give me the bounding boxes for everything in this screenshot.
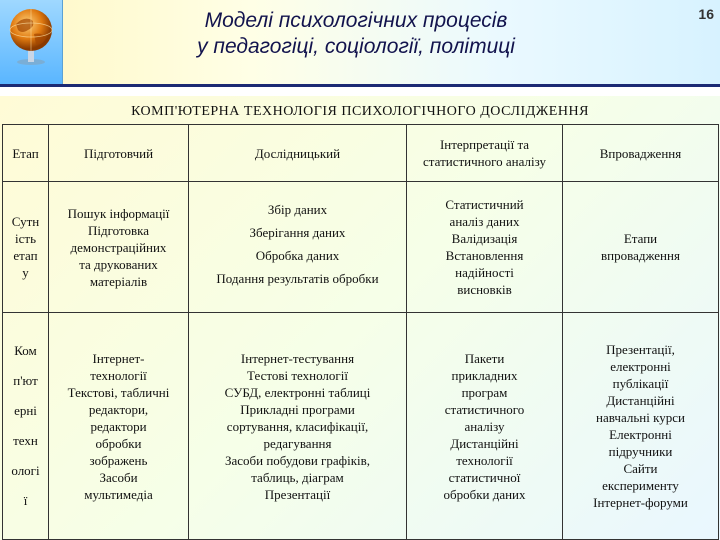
cell-line: техн xyxy=(13,433,38,448)
cell-line: редактори, xyxy=(88,401,149,417)
cell-line: технології xyxy=(90,367,147,383)
cell-line: Тестові технології xyxy=(247,367,348,383)
slide-header xyxy=(0,0,720,87)
cell-line: редактори xyxy=(90,418,147,434)
cell-line: етап xyxy=(13,248,38,263)
cell-line: Подання результатів обробки xyxy=(216,271,379,286)
cell-line: Прикладні програми xyxy=(240,401,355,417)
cell-line: Обробка даних xyxy=(255,248,340,263)
slide-title xyxy=(126,8,586,60)
computer-preparatory xyxy=(49,313,189,540)
header-research: Дослідницький xyxy=(189,125,407,182)
essence-interpretation xyxy=(407,182,563,313)
cell-line: Сайти xyxy=(623,461,658,476)
table-heading: КОМП'ЮТЕРНА ТЕХНОЛОГІЯ ПСИХОЛОГІЧНОГО ДОСЛІДЖЕННЯ xyxy=(131,104,589,119)
cell-line: ологі xyxy=(11,463,40,478)
cell-line: Ком xyxy=(14,343,37,358)
header-preparatory: Підготовчий xyxy=(49,125,189,182)
cell-line: Валідизація xyxy=(451,231,518,246)
cell-line: ерні xyxy=(14,403,37,418)
essence-implementation xyxy=(563,182,719,313)
essence-research xyxy=(189,182,407,313)
cell-line: Сутн xyxy=(11,214,40,229)
globe-icon xyxy=(6,6,56,66)
cell-line: Засоби побудови графіків, xyxy=(224,452,371,468)
cell-line: обробки даних xyxy=(443,486,526,502)
cell-line: СУБД, електронні таблиці xyxy=(224,384,371,400)
cell-line: Збір даних xyxy=(267,202,328,217)
row-label-computer xyxy=(3,313,49,540)
cell-line: Дистанційні xyxy=(606,393,675,408)
table-row-essence xyxy=(3,182,719,313)
header-stage: Етап xyxy=(3,125,49,182)
cell-line: Зберігання даних xyxy=(249,225,346,240)
cell-line: Пошук інформації xyxy=(67,205,170,221)
row-label-essence xyxy=(3,182,49,313)
slide-number: 16 xyxy=(698,6,714,22)
computer-research xyxy=(189,313,407,540)
cell-line: аналіз даних xyxy=(449,214,520,229)
cell-line: Підготовка xyxy=(88,222,149,238)
cell-line: обробки xyxy=(95,435,142,451)
computer-implementation xyxy=(563,313,719,540)
cell-line: мультимедіа xyxy=(84,486,153,502)
cell-line: таблиць, діаграм xyxy=(251,469,344,485)
cell-line: впровадження xyxy=(601,248,680,263)
cell-line: зображень xyxy=(89,452,148,468)
cell-line: Встановлення xyxy=(445,248,524,263)
cell-line: висновків xyxy=(457,282,512,297)
essence-preparatory xyxy=(49,182,189,313)
cell-line: демонстраційних xyxy=(70,239,167,255)
cell-line: експерименту xyxy=(602,478,679,493)
header-interpretation: Інтерпретації та статистичного аналізу xyxy=(407,125,563,182)
table-header-row xyxy=(3,125,719,182)
cell-line: навчальні курси xyxy=(596,410,685,425)
slide-title-line2: у педагогіці, соціології, політиці xyxy=(197,35,515,58)
cell-line: Засоби xyxy=(99,469,138,485)
cell-line: редагування xyxy=(263,435,332,451)
cell-line: Інтернет- xyxy=(92,350,145,366)
cell-line: прикладних xyxy=(451,367,518,383)
cell-line: матеріалів xyxy=(89,273,148,289)
cell-line: у xyxy=(22,265,29,280)
cell-line: сортування, класифікації, xyxy=(226,418,369,434)
cell-line: Презентації xyxy=(264,486,331,502)
cell-line: Статистичний xyxy=(445,197,524,212)
cell-line: Дистанційні xyxy=(450,435,519,451)
cell-line: Електронні xyxy=(609,427,672,442)
cell-line: Етапи xyxy=(623,231,658,246)
cell-line: публікації xyxy=(612,376,669,391)
cell-line: Текстові, табличні xyxy=(67,384,170,400)
technology-table xyxy=(2,124,719,540)
cell-line: ість xyxy=(15,231,36,246)
slide-title-line1: Моделі психологічних процесів xyxy=(204,9,508,32)
cell-line: програм xyxy=(461,384,508,400)
computer-interpretation xyxy=(407,313,563,540)
cell-line: статистичної xyxy=(448,469,521,485)
cell-line: аналізу xyxy=(464,418,505,434)
cell-line: статистичного xyxy=(444,401,525,417)
table-row-computer xyxy=(3,313,719,540)
cell-line: Інтернет-форуми xyxy=(593,495,688,510)
cell-line: Презентації, xyxy=(606,342,675,357)
cell-line: технології xyxy=(456,452,513,468)
cell-line: п'ют xyxy=(13,373,38,388)
header-implementation: Впровадження xyxy=(563,125,719,182)
cell-line: підручники xyxy=(608,444,673,459)
cell-line: Інтернет-тестування xyxy=(240,350,355,366)
cell-line: електронні xyxy=(610,359,671,374)
cell-line: ї xyxy=(23,493,28,508)
cell-line: Пакети xyxy=(464,350,505,366)
cell-line: та друкованих xyxy=(79,256,158,272)
cell-line: надійності xyxy=(455,265,514,280)
